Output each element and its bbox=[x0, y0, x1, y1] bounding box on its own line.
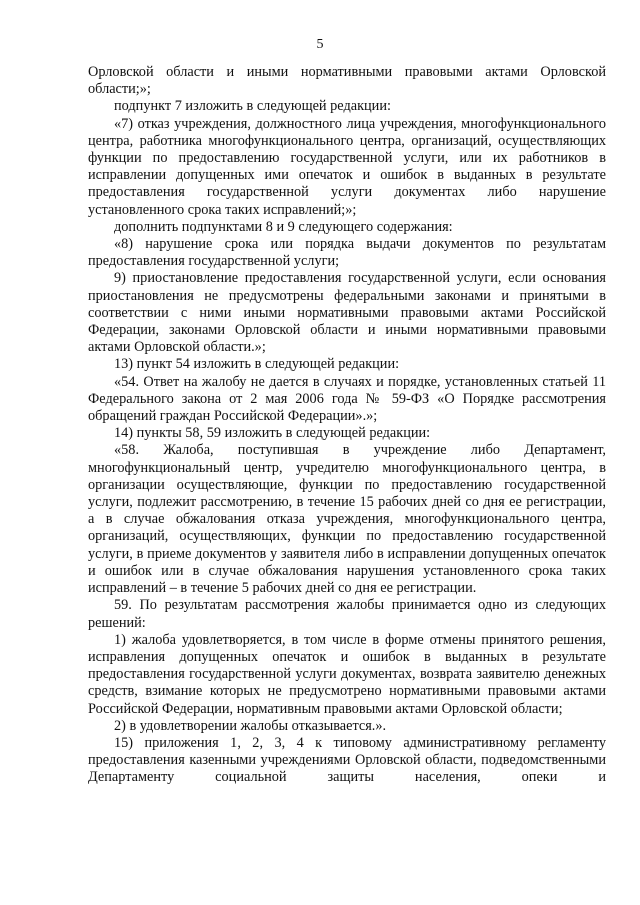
paragraph-point-59: 59. По результатам рассмотрения жалобы принимается одно из следующих решений: bbox=[88, 597, 606, 631]
paragraph-decision-2: 2) в удовлетворении жалобы отказывается.». bbox=[114, 717, 387, 734]
paragraph-subitem-7-intro: подпункт 7 изложить в следующей редакции: bbox=[114, 98, 391, 115]
paragraph-item-15: 15) приложения 1, 2, 3, 4 к типовому административному регламенту предоставления казенными учреждениями Орловской области, подведомственными Департаменту социальной защиты населения, опеки и bbox=[88, 734, 606, 786]
paragraph-subitem-7: «7) отказ учреждения, должностного лица учреждения, многофункционального центра, работника многофункционального центра, организаций, осуществляющих функции по предоставлению государственной услуги, или их работников в исправлении допущенных ими опечаток и ошибок в выданных в результате предоставления государственной услуги документах либо нарушение установленного срока таких исправлений;»; bbox=[88, 115, 606, 218]
document-body bbox=[88, 64, 606, 787]
page-number: 5 bbox=[316, 37, 324, 52]
paragraph-point-58: «58. Жалоба, поступившая в учреждение либо Департамент, многофункциональный центр, учредителю многофункционального центра, в организации осуществляющие, функции по предоставлению государственной услуги, подлежит рассмотрению, в течение 15 рабочих дней со дня ее регистрации, а в случае обжалования отказа учреждения, многофункционального центра, организаций, осуществляющих, функции по предоставлению государственной услуги, в приеме документов у заявителя либо в исправлении допущенных опечаток и ошибок или в случае обжалования нарушения установленного срока таких исправлений – в течение 5 рабочих дней со дня ее регистрации. bbox=[88, 442, 606, 597]
paragraph-decision-1: 1) жалоба удовлетворяется, в том числе в форме отмены принятого решения, исправления допущенных опечаток и ошибок в выданных в результате предоставления государственной услуги документах, возврата заявителю денежных средств, взимание которых не предусмотрено нормативными правовыми актами Российской Федерации, нормативным правовыми актами Орловской области; bbox=[88, 631, 606, 717]
paragraph-item-14: 14) пункты 58, 59 изложить в следующей редакции: bbox=[114, 425, 431, 442]
paragraph-continuation: Орловской области и иными нормативными правовыми актами Орловской области;»; bbox=[88, 64, 606, 98]
paragraph-add-subitems-intro: дополнить подпунктами 8 и 9 следующего содержания: bbox=[114, 218, 453, 235]
paragraph-item-13: 13) пункт 54 изложить в следующей редакции: bbox=[114, 356, 400, 373]
paragraph-point-54: «54. Ответ на жалобу не дается в случаях и порядке, установленных статьей 11 Федерального закона от 2 мая 2006 года № 59-ФЗ «О Порядке рассмотрения обращений граждан Российской Федерации».»; bbox=[88, 373, 606, 425]
paragraph-subitem-9: 9) приостановление предоставления государственной услуги, если основания приостановления не предусмотрены федеральными законами и принятыми в соответствии с ними иными нормативными правовыми актами Российской Федерации, законами Орловской области и иными нормативными правовыми актами Орловской области.»; bbox=[88, 270, 606, 356]
paragraph-subitem-8: «8) нарушение срока или порядка выдачи документов по результатам предоставления государственной услуги; bbox=[88, 236, 606, 270]
